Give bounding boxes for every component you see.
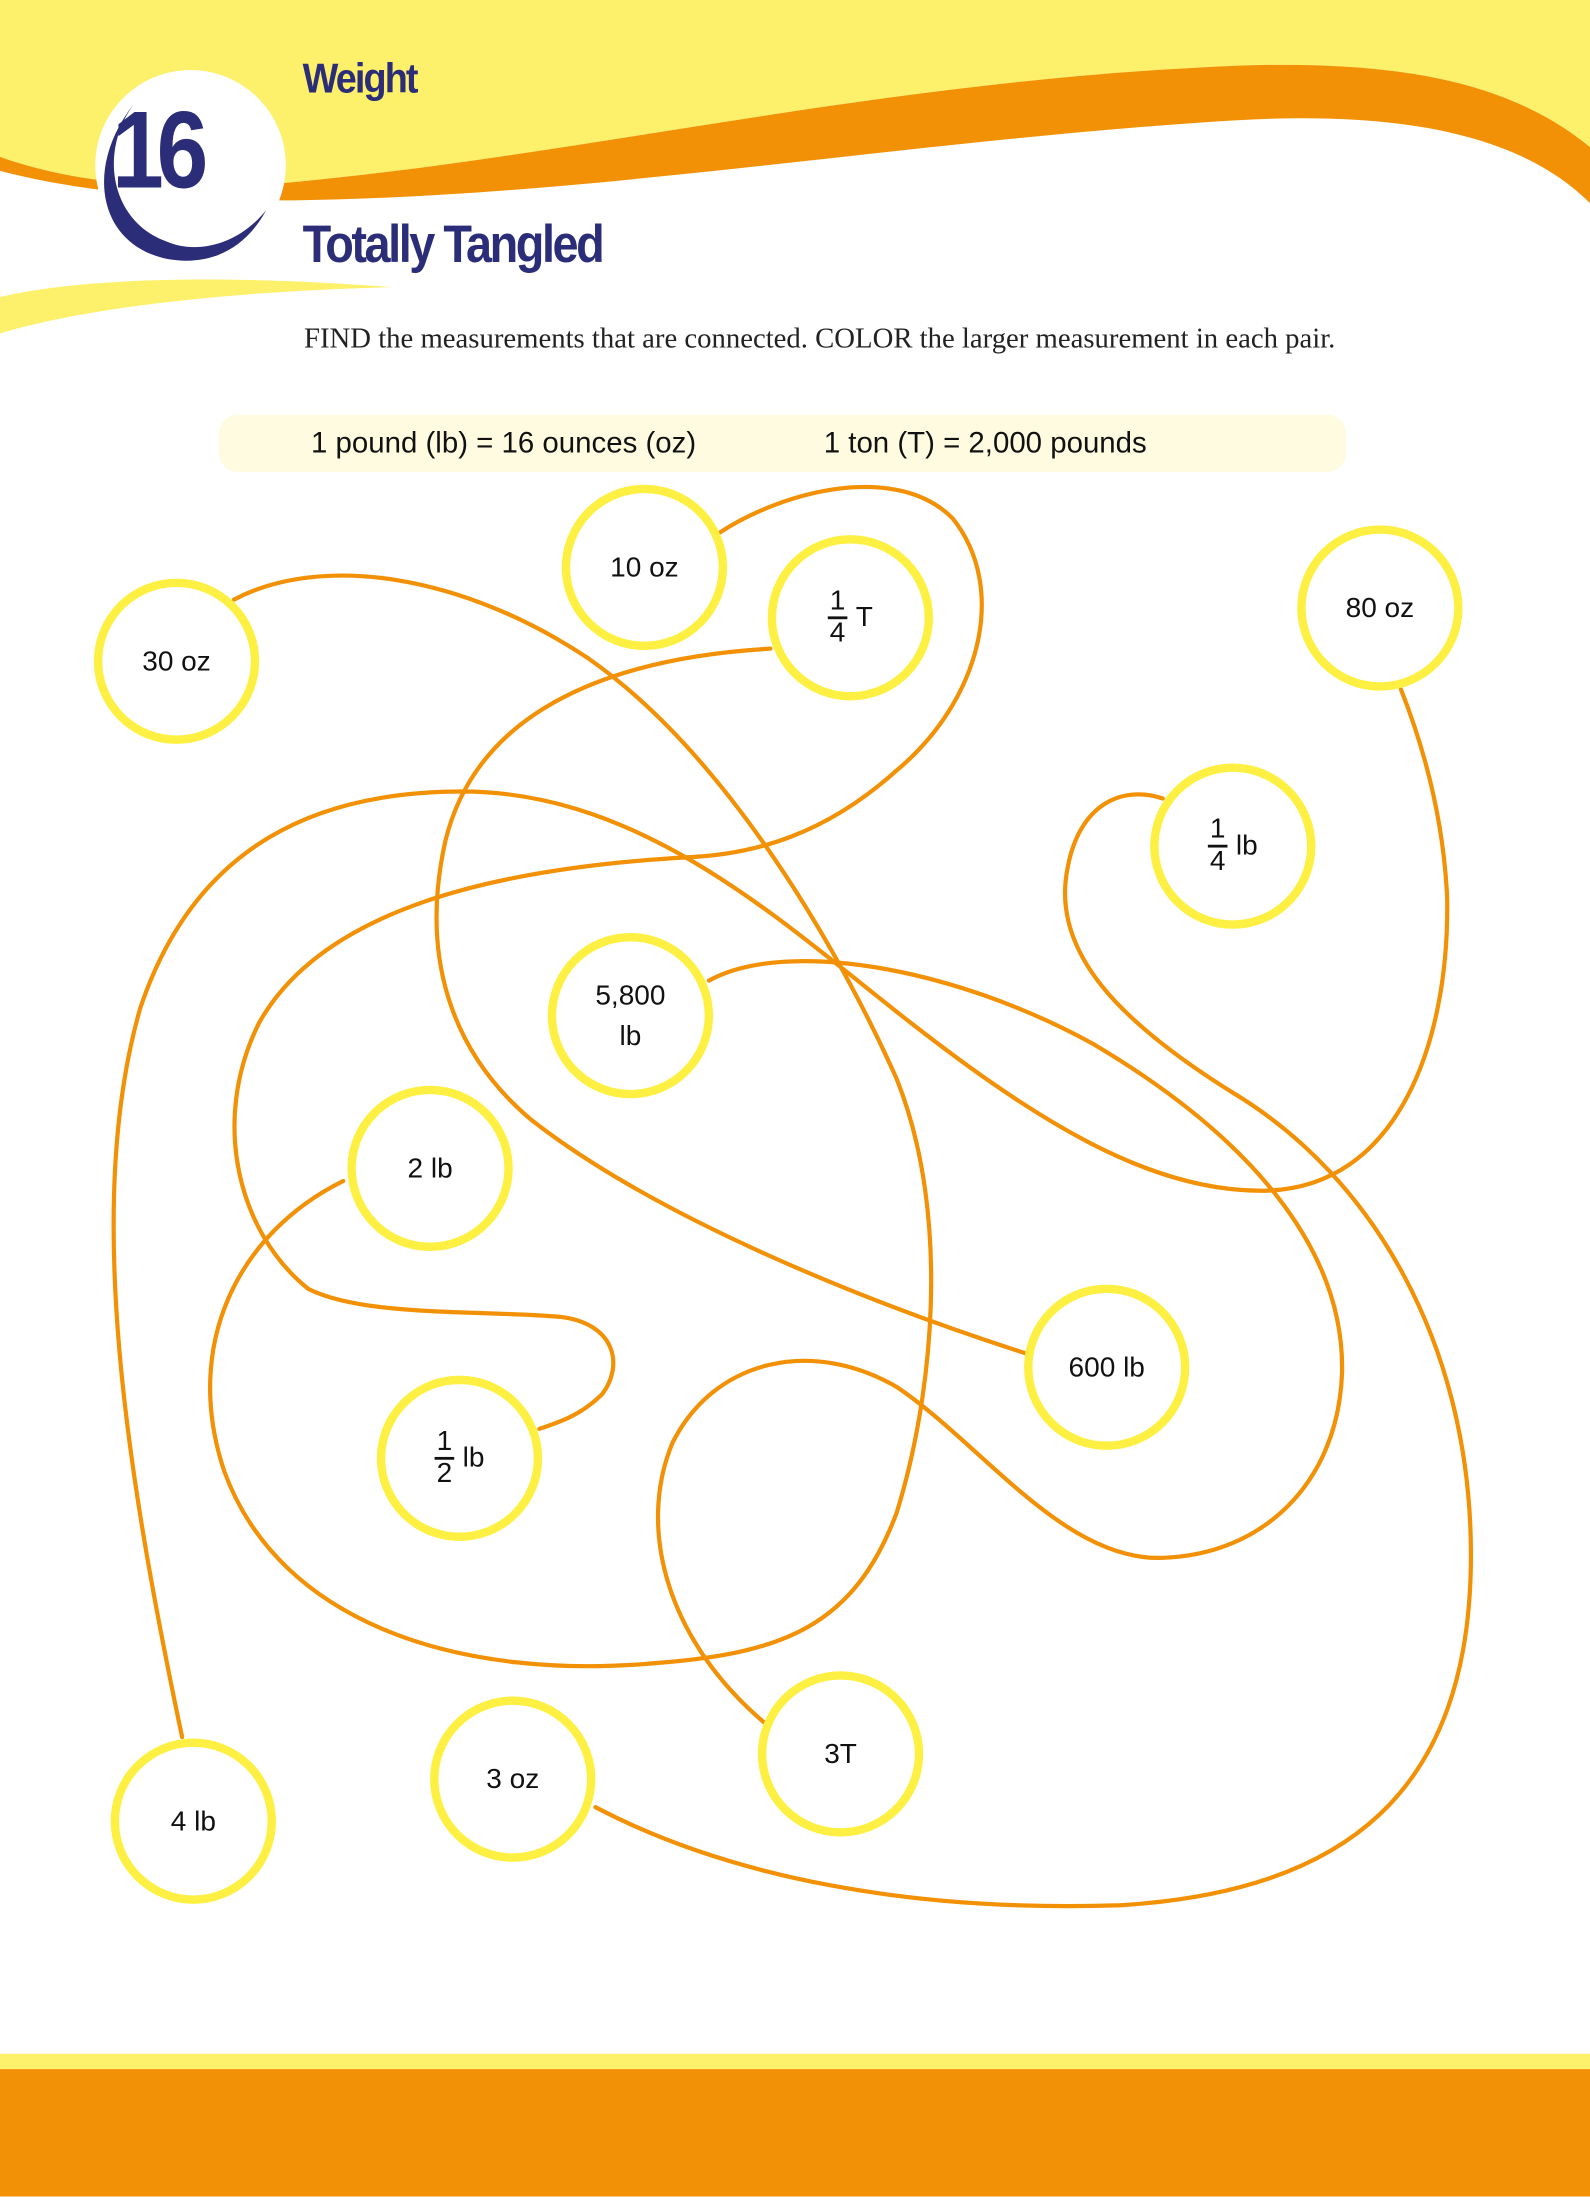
- denominator: 4: [829, 617, 846, 649]
- label-80oz: 80 oz: [1345, 593, 1415, 625]
- line-quarter-T-to-600lb: [437, 649, 1026, 1354]
- numerator: 1: [829, 585, 846, 617]
- denominator: 2: [436, 1458, 453, 1490]
- line-5800lb-to-3T: [658, 961, 1342, 1723]
- label-3T: 3T: [824, 1739, 857, 1771]
- footer-orange-band: [0, 2069, 1590, 2196]
- label-600lb: 600 lb: [1068, 1352, 1145, 1384]
- numerator: 1: [1209, 813, 1226, 845]
- label-half-lb: [435, 1428, 485, 1490]
- line-30oz-to-2lb: [210, 576, 931, 1667]
- formula-pound: 1 pound (lb) = 16 ounces (oz): [310, 427, 697, 460]
- label-5800lb: [595, 976, 665, 1057]
- unit: T: [855, 601, 873, 633]
- label-2lb: 2 lb: [407, 1153, 453, 1185]
- label-30oz: 30 oz: [142, 646, 211, 678]
- formula-ton: 1 ton (T) = 2,000 pounds: [823, 427, 1147, 460]
- page-title: Totally Tangled: [302, 215, 603, 275]
- value: 5,800: [595, 980, 666, 1012]
- denominator: 4: [1209, 846, 1226, 877]
- unit: lb: [619, 1021, 642, 1053]
- label-3oz: 3 oz: [486, 1764, 540, 1796]
- unit: lb: [462, 1442, 485, 1474]
- unit-title: Weight: [302, 56, 417, 103]
- label-4lb: 4 lb: [170, 1806, 216, 1838]
- unit: lb: [1235, 830, 1258, 861]
- label-quarter-T: [828, 587, 873, 649]
- numerator: 1: [436, 1426, 453, 1457]
- label-quarter-lb: [1208, 815, 1258, 877]
- lesson-number: 16: [112, 88, 202, 212]
- instructions: FIND the measurements that are connected. COLOR the larger measurement in each pair.: [303, 323, 1336, 355]
- footer-yellow-strip: [0, 2054, 1590, 2069]
- label-10oz: 10 oz: [610, 552, 679, 584]
- conversion-box: [219, 415, 1347, 472]
